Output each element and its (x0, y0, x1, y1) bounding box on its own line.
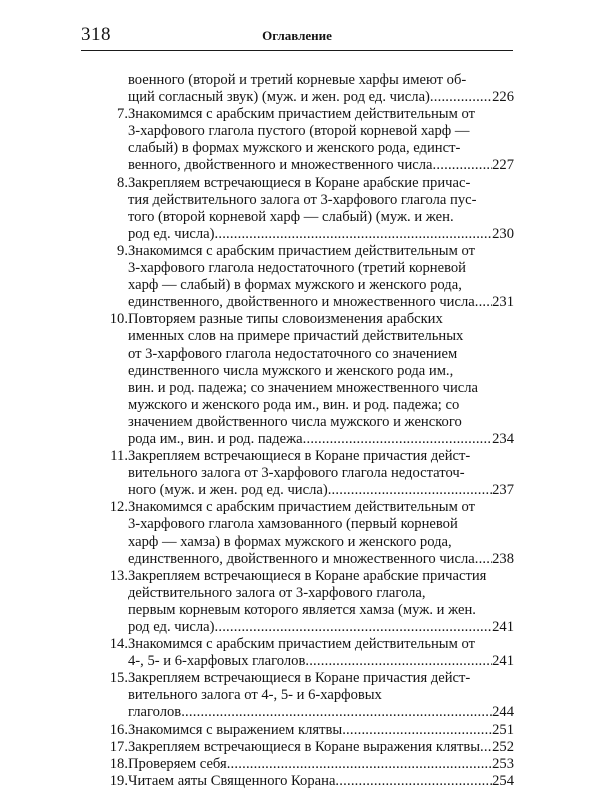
toc-page-number: 238 (492, 550, 514, 567)
toc-entry-number: 9. (117, 242, 128, 259)
toc-entry-last-line (128, 294, 514, 311)
toc-entry-last-line (128, 722, 514, 739)
toc-entry (84, 106, 514, 174)
toc-entry-text: рода им., вин. и род. падежа (128, 430, 303, 447)
toc-page-number: 253 (492, 755, 514, 772)
toc-entry-last-line (128, 482, 514, 499)
dot-leader (215, 226, 493, 243)
table-of-contents (84, 72, 514, 790)
toc-entry-text: Читаем аяты Священного Корана (128, 772, 336, 789)
toc-entry-number: 14. (109, 636, 128, 653)
toc-page-number: 227 (492, 157, 514, 174)
toc-entry-number: 18. (109, 755, 128, 772)
toc-page-number: 241 (492, 653, 514, 670)
running-header (81, 20, 513, 51)
toc-entry-text: Закрепляем встречающиеся в Коране арабские причастия (128, 567, 487, 584)
toc-entry (84, 670, 514, 721)
toc-entry-number: 15. (109, 670, 128, 687)
toc-entry-text: Знакомимся с выражением клятвы (128, 721, 343, 738)
toc-entry-number: 13. (109, 567, 128, 584)
toc-entry (84, 175, 514, 243)
toc-entry-number: 16. (109, 721, 128, 738)
toc-entry-text: слабый) в формах мужского и женского рода, единст- (128, 140, 461, 157)
toc-page-number: 241 (492, 619, 514, 635)
toc-entry-text: военного (второй и третий корневые харфы имеют об- (128, 72, 467, 88)
toc-entry (84, 773, 514, 790)
toc-entry-text: Знакомимся с арабским причастием действительным от (128, 636, 475, 653)
toc-page-number: 226 (492, 89, 514, 106)
toc-page-number: 237 (492, 482, 514, 499)
toc-entry-last-line (128, 157, 514, 174)
toc-entry (84, 722, 514, 739)
toc-entry-number: 8. (117, 174, 128, 191)
dot-leader (335, 773, 492, 790)
toc-entry-number: 12. (109, 499, 128, 516)
toc-page-number: 251 (492, 721, 514, 738)
toc-entry-text: Повторяем разные типы словоизменения арабских (128, 311, 443, 328)
dot-leader (328, 482, 492, 499)
toc-entry-text: щий согласный звук) (муж. и жен. род ед. числа) (128, 89, 430, 106)
toc-page-number: 254 (492, 772, 514, 789)
toc-entry-text: ного (муж. и жен. род ед. числа) (128, 482, 328, 499)
toc-entry-text: вин. и род. падежа; со значением множественного числа (128, 379, 479, 396)
dot-leader (430, 89, 492, 106)
toc-entry (84, 72, 514, 106)
toc-entry-number: 11. (110, 448, 128, 465)
toc-entry (84, 448, 514, 499)
toc-entry-text: Знакомимся с арабским причастием действительным от (128, 499, 475, 516)
toc-entry-number: 10. (109, 311, 128, 328)
toc-entry-text: Знакомимся с арабским причастием действительным от (128, 242, 475, 259)
toc-entry-text: 3-харфового глагола хамзованного (первый корневой (128, 516, 458, 533)
dot-leader (227, 756, 492, 773)
toc-entry-last-line (128, 756, 514, 773)
toc-entry-text: 3-харфового глагола пустого (второй корневой харф — (128, 123, 470, 140)
toc-entry-last-line (128, 551, 514, 568)
toc-entry (84, 739, 514, 756)
toc-entry-text: род ед. числа) (128, 225, 215, 242)
toc-entry-number: 17. (109, 738, 128, 755)
toc-page-number: 231 (492, 294, 514, 311)
toc-entry-text: харф — хамза) в формах мужского и женского рода, (128, 533, 452, 550)
dot-leader (305, 653, 492, 670)
running-title: Оглавление (262, 28, 332, 43)
toc-entry (84, 636, 514, 670)
toc-entry-text: Проверяем себя (128, 755, 227, 772)
toc-entry-text: единственного, двойственного и множественного числа (128, 550, 475, 567)
dot-leader (475, 551, 492, 568)
toc-entry-text: Знакомимся с арабским причастием действительным от (128, 106, 475, 123)
toc-entry-last-line (128, 773, 514, 790)
page-number: 318 (81, 24, 111, 45)
dot-leader (181, 704, 492, 721)
toc-entry-text: Закрепляем встречающиеся в Коране выражения клятвы (128, 738, 481, 755)
toc-entry-text: род ед. числа) (128, 619, 215, 635)
toc-entry-text: значением двойственного числа мужского и женского (128, 413, 462, 430)
toc-entry (84, 243, 514, 311)
toc-entry-text: единственного, двойственного и множественного числа (128, 294, 475, 311)
toc-entry-text: 4-, 5- и 6-харфовых глаголов (128, 653, 306, 670)
toc-entry (84, 756, 514, 773)
toc-entry (84, 568, 514, 636)
toc-entry-text: от 3-харфового глагола недостаточного со значением (128, 345, 458, 362)
toc-entry-last-line (128, 739, 514, 756)
toc-entry (84, 499, 514, 567)
toc-entry-text: вительного залога от 4-, 5- и 6-харфовых (128, 687, 382, 704)
toc-entry-text: мужского и женского рода им., вин. и род. падежа; со (128, 396, 460, 413)
toc-entry-number: 19. (109, 772, 128, 789)
toc-entry-text: 3-харфового глагола недостаточного (третий корневой (128, 260, 466, 277)
toc-entry-text: единственного числа мужского и женского рода им., (128, 362, 454, 379)
toc-entry-text: первым корневым которого является хамза (муж. и жен. (128, 601, 476, 618)
toc-page-number: 230 (492, 225, 514, 242)
dot-leader (342, 722, 492, 739)
toc-entry-number: 7. (117, 106, 128, 123)
toc-entry-last-line (128, 226, 514, 243)
toc-entry-text: Закрепляем встречающиеся в Коране арабские причас- (128, 174, 471, 191)
toc-entry-text: Закрепляем встречающиеся в Коране причастия дейст- (128, 448, 471, 465)
toc-entry-text: именных слов на примере причастий действительных (128, 328, 464, 345)
toc-page-number: 244 (492, 704, 514, 721)
dot-leader (475, 294, 492, 311)
dot-leader (480, 739, 492, 756)
toc-entry-last-line (128, 619, 514, 636)
toc-entry-text: глаголов (128, 704, 182, 721)
dot-leader (303, 431, 492, 448)
toc-page-number: 252 (492, 738, 514, 755)
toc-entry-text: тия действительного залога от 3-харфового глагола пус- (128, 191, 477, 208)
toc-entry-text: вительного залога от 3-харфового глагола недостаточ- (128, 465, 465, 482)
toc-entry-last-line (128, 89, 514, 106)
toc-entry-last-line (128, 431, 514, 448)
toc-entry-text: Закрепляем встречающиеся в Коране причастия дейст- (128, 670, 471, 687)
toc-entry-last-line (128, 653, 514, 670)
toc-entry-text: того (второй корневой харф — слабый) (муж. и жен. (128, 208, 454, 225)
toc-entry-text: действительного залога от 3-харфового глагола, (128, 584, 426, 601)
toc-entry-last-line (128, 704, 514, 721)
toc-entry-text: венного, двойственного и множественного числа (128, 157, 433, 174)
dot-leader (215, 619, 493, 636)
toc-entry (84, 311, 514, 448)
toc-page-number: 234 (492, 430, 514, 447)
dot-leader (433, 157, 493, 174)
toc-entry-text: харф — слабый) в формах мужского и женского рода, (128, 277, 462, 294)
